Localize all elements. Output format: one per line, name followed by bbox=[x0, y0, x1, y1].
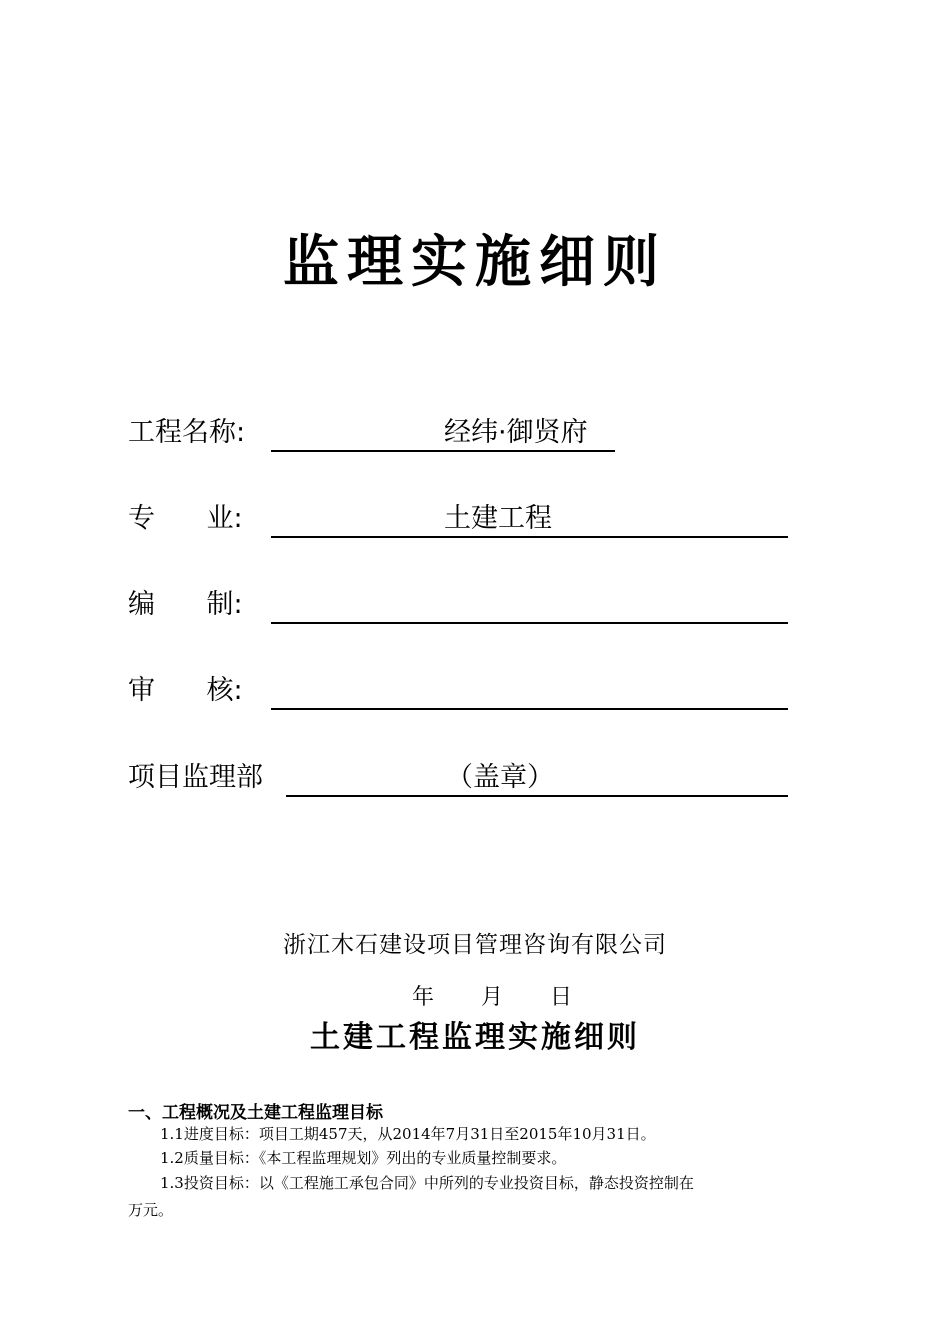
field-value-project-name: 经纬·御贤府 bbox=[444, 417, 588, 448]
paragraph-quality bbox=[128, 1145, 822, 1172]
paragraph-investment-continuation: 万元。 bbox=[128, 1201, 174, 1219]
field-label-specialty: 专 业: bbox=[128, 503, 243, 534]
paragraph-investment-text: 1.3投资目标：以《工程施工承包合同》中所列的专业投资目标，静态投资控制在 bbox=[160, 1174, 694, 1192]
body-title: 土建工程监理实施细则 bbox=[310, 1020, 640, 1055]
paragraph-quality-text: 1.2质量目标：《本工程监理规划》列出的专业质量控制要求。 bbox=[160, 1149, 567, 1167]
document-title: 监理实施细则 bbox=[283, 229, 667, 295]
paragraph-investment bbox=[128, 1170, 822, 1224]
date-month: 月 bbox=[480, 985, 503, 1010]
field-project-name bbox=[128, 412, 618, 452]
field-reviewed-by bbox=[128, 670, 790, 710]
field-supervision-dept bbox=[128, 757, 790, 797]
date-year: 年 bbox=[412, 985, 435, 1010]
section-heading: 一、工程概况及土建工程监理目标 bbox=[128, 1103, 383, 1123]
date-day: 日 bbox=[549, 985, 572, 1010]
field-value-supervision-dept: （盖章） bbox=[446, 762, 554, 793]
field-label-project-name: 工程名称: bbox=[128, 417, 246, 448]
field-value-specialty: 土建工程 bbox=[444, 503, 552, 534]
company-name: 浙江木石建设项目管理咨询有限公司 bbox=[283, 932, 667, 958]
paragraph-schedule bbox=[128, 1121, 822, 1148]
field-label-reviewed-by: 审 核: bbox=[128, 675, 243, 706]
date-line bbox=[412, 980, 572, 1011]
field-specialty bbox=[128, 498, 790, 538]
field-compiled-by bbox=[128, 584, 790, 624]
field-underline-compiled-by bbox=[271, 586, 788, 624]
field-label-compiled-by: 编 制: bbox=[128, 589, 243, 620]
field-label-supervision-dept: 项目监理部 bbox=[128, 762, 263, 793]
paragraph-schedule-text: 1.1进度目标：项目工期457天，从2014年7月31日至2015年10月31日。 bbox=[160, 1125, 656, 1143]
field-underline-reviewed-by bbox=[271, 672, 788, 710]
